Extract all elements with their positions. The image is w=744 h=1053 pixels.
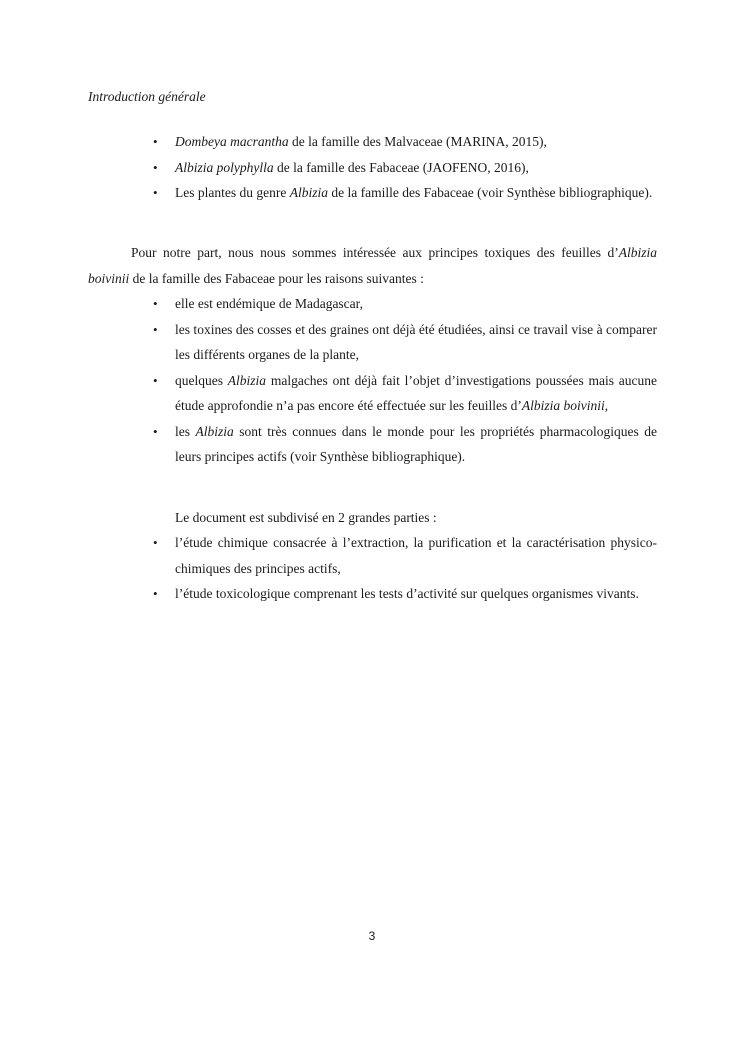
- intro-paragraph: [88, 240, 657, 291]
- parts-list: [0, 530, 744, 607]
- list-item: [0, 368, 744, 419]
- species-name: Albizia: [289, 185, 328, 200]
- list-item-text: les toxines des cosses et des graines ont déjà été étudiées, ainsi ce travail vise à comparer les différents organes de la plante,: [175, 321, 657, 362]
- list-item-text: de la famille des Fabaceae (JAOFENO, 2016),: [273, 159, 529, 175]
- list-item-text: de la famille des Fabaceae (voir Synthèse bibliographique).: [327, 185, 653, 200]
- list-item-text: quelques: [175, 372, 228, 388]
- list-item-text: de la famille des Malvaceae (MARINA, 2015),: [288, 134, 547, 149]
- list-item: [0, 155, 744, 181]
- list-item: [0, 530, 744, 581]
- list-item: [0, 419, 744, 470]
- list-item: [0, 180, 744, 206]
- list-item-text: ,: [604, 398, 609, 413]
- list-item: [0, 317, 744, 368]
- list-item-text: malgaches ont déjà fait l’objet d’investigations poussées mais aucune étude approfondie n’a pas encore été effectuée sur les feuilles d’: [175, 372, 657, 413]
- bullet-icon: •: [153, 321, 158, 337]
- paragraph-text: de la famille des Fabaceae pour les raisons suivantes :: [129, 270, 424, 286]
- list-item: [0, 129, 744, 155]
- document-structure-paragraph: Le document est subdivisé en 2 grandes parties :: [175, 510, 437, 525]
- bullet-icon: •: [153, 372, 158, 388]
- species-name: Albizia: [195, 423, 234, 439]
- bullet-icon: •: [153, 296, 158, 311]
- bullet-icon: •: [153, 159, 158, 175]
- reasons-list: [0, 291, 744, 470]
- bullet-icon: •: [153, 535, 158, 550]
- species-name: Albizia boivinii: [88, 245, 657, 286]
- list-item: [0, 291, 744, 317]
- list-item-text: elle est endémique de Madagascar,: [175, 296, 363, 311]
- species-name: Albizia boivinii: [521, 398, 605, 413]
- list-item-text: Les plantes du genre: [175, 185, 290, 200]
- species-list: [0, 129, 744, 206]
- bullet-icon: •: [153, 185, 158, 200]
- species-name: Albizia: [227, 372, 267, 388]
- list-item: [0, 581, 744, 607]
- list-item-text: l’étude chimique consacrée à l’extraction, la purification et la caractérisation physico-chimiques des principes actifs,: [175, 535, 657, 576]
- species-name: Dombeya macrantha: [175, 134, 289, 149]
- bullet-icon: •: [153, 423, 158, 439]
- section-header: Introduction générale: [88, 89, 206, 104]
- page-number: 3: [368, 929, 376, 943]
- species-name: Albizia polyphylla: [175, 159, 274, 175]
- list-item-text: les: [175, 423, 196, 439]
- paragraph-text: Pour notre part, nous nous sommes intéressée aux principes toxiques des feuilles d’: [131, 245, 619, 260]
- bullet-icon: •: [153, 586, 158, 601]
- list-item-text: l’étude toxicologique comprenant les tests d’activité sur quelques organismes vivants.: [175, 586, 639, 601]
- bullet-icon: •: [153, 134, 158, 149]
- list-item-text: sont très connues dans le monde pour les propriétés pharmacologiques de leurs principes actifs (voir Synthèse bibliographique).: [175, 423, 657, 464]
